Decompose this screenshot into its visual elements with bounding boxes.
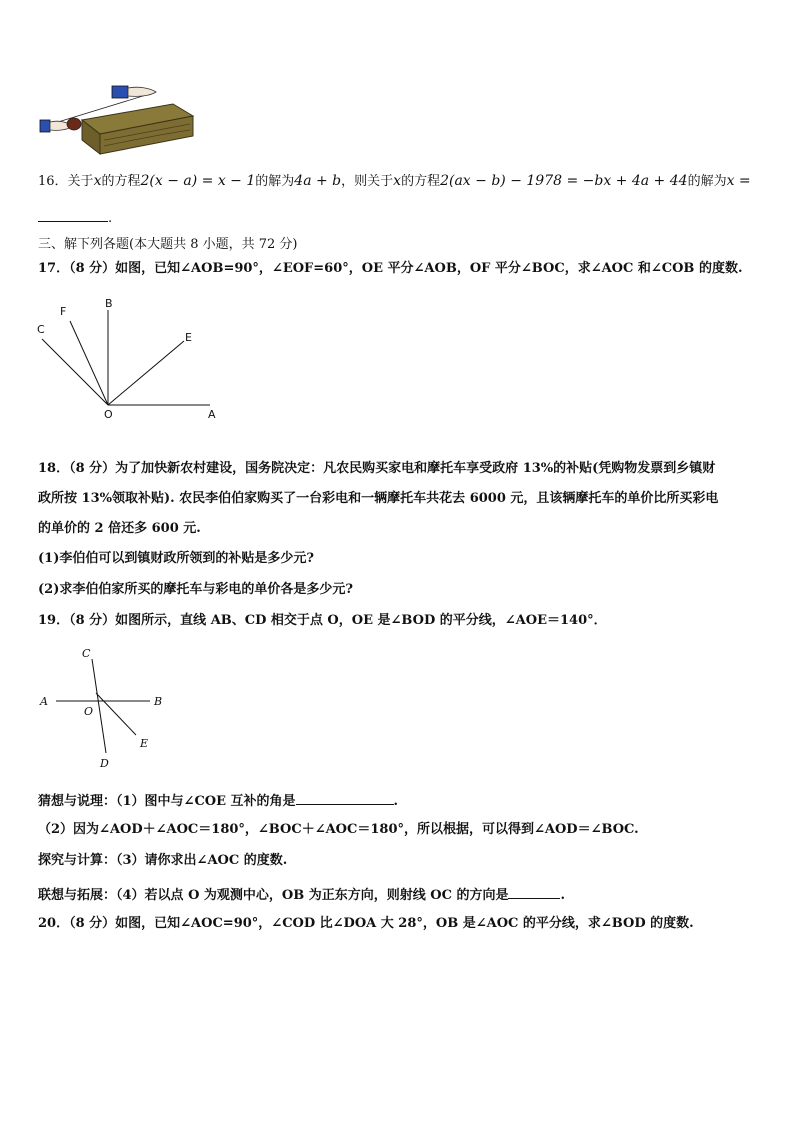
question-16-answer-line (38, 207, 112, 228)
question-number: 16． (38, 174, 68, 189)
question-text: （2）因为∠AOD＋∠AOC＝180°，∠BOC＋∠AOC＝180°，所以根据 (38, 822, 469, 837)
question-18-line-2 (38, 490, 718, 508)
question-19-part-4 (38, 884, 565, 905)
answer-blank[interactable] (296, 790, 394, 805)
label-O: O (84, 705, 94, 718)
equation: 2(x − a) = x − 1 (140, 173, 256, 189)
label-F: F (60, 305, 67, 318)
question-text: ，可以得到∠AOD＝∠BOC. (469, 822, 639, 837)
text: 的方程 (101, 174, 141, 189)
text: 关于 (67, 174, 94, 189)
text: ，则关于 (341, 174, 394, 189)
label-C: C (82, 647, 91, 660)
sub-question: (1)李伯伯可以到镇财政所领到的补贴是多少元? (38, 551, 314, 566)
answer-blank[interactable] (508, 884, 560, 899)
text: . (108, 211, 113, 226)
section-title: 三、解下列各题(本大题共 8 小题，共 72 分) (38, 237, 298, 252)
answer-blank[interactable] (38, 207, 108, 222)
text: . (393, 794, 399, 809)
question-text: 17．（8 分）如图，已知∠AOB=90°，∠EOF=60°，OE 平分∠AOB，OF 平分∠BOC，求∠AOC 和∠COB 的度数. (38, 261, 743, 276)
question-18-sub-1 (38, 550, 314, 568)
question-19-part-1 (38, 790, 398, 811)
label-O: O (104, 408, 113, 421)
label-E: E (140, 737, 149, 750)
figure-19 (36, 643, 186, 773)
label-A: A (40, 695, 48, 708)
label-A: A (208, 408, 216, 421)
question-text: 探究与计算：（3）请你求出∠AOC 的度数. (38, 853, 288, 868)
question-text: 政所按 13%领取补贴). 农民李伯伯家购买了一台彩电和一辆摩托车共花去 6000 元，且该辆摩托车的单价比所买彩电 (38, 491, 719, 506)
question-text: 20．（8 分）如图，已知∠AOC=90°，∠COD 比∠DOA 大 28°，OB 是∠AOC 的平分线，求∠BOD 的度数. (38, 916, 694, 931)
question-text: 19．（8 分）如图所示，直线 AB、CD 相交于点 O，OE 是∠BOD 的平分线，∠AOE＝140°． (38, 613, 607, 628)
solution-expression: 4a + b (294, 173, 342, 189)
math-variable: x (93, 173, 102, 189)
math-variable: x (393, 173, 402, 189)
question-19 (38, 612, 607, 630)
question-18-line-1 (38, 460, 715, 478)
text: 的方程 (401, 174, 441, 189)
question-18-line-3 (38, 520, 201, 538)
math-expression: x = (726, 173, 751, 189)
question-19-part-3 (38, 852, 287, 870)
question-text: 的单价的 2 倍还多 600 元. (38, 521, 201, 536)
label-D: D (100, 757, 109, 770)
text: . (560, 888, 566, 903)
question-text: 联想与拓展：（4）若以点 O 为观测中心，OB 为正东方向，则射线 OC 的方向是 (38, 888, 509, 903)
label-E: E (185, 331, 192, 344)
text: 的解为 (687, 174, 727, 189)
label-B: B (154, 695, 163, 708)
question-17 (38, 260, 742, 278)
label-C: C (37, 323, 45, 336)
question-18-sub-2 (38, 581, 353, 599)
question-text: 猜想与说理：（1）图中与∠COE 互补的角是 (38, 794, 296, 809)
question-19-part-2 (38, 821, 639, 839)
figure-17 (30, 295, 230, 425)
question-20 (38, 915, 694, 933)
sub-question: (2)求李伯伯家所买的摩托车与彩电的单价各是多少元? (38, 582, 353, 597)
text: 的解为 (255, 174, 295, 189)
label-B: B (105, 297, 113, 310)
section-heading (38, 236, 298, 254)
question-text: 18．（8 分）为了加快新农村建设，国务院决定：凡农民购买家电和摩托车享受政府 13%的补贴(凭购物发票到乡镇财 (38, 461, 716, 476)
plank-string-illustration (38, 82, 198, 157)
equation: 2(ax − b) − 1978 = −bx + 4a + 44 (440, 173, 688, 189)
question-16 (38, 172, 751, 191)
